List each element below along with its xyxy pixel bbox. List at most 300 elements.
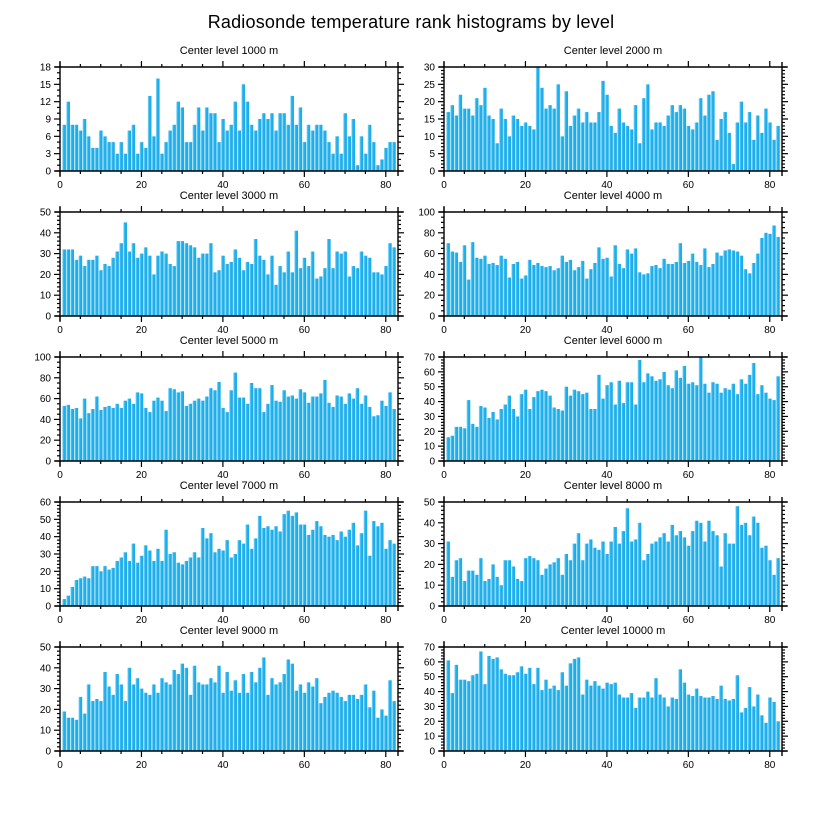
bar [254,538,258,606]
bar [568,663,572,751]
plot-svg [0,494,411,624]
bar [298,525,302,606]
bar [233,102,237,171]
x-tick-label: 40 [217,325,229,334]
bar [467,280,471,316]
bar [581,560,585,606]
bar [180,107,184,171]
bar [107,266,111,316]
bar [319,703,323,751]
bar [266,119,270,171]
y-tick-label: 10 [423,131,435,143]
y-tick-label: 0 [45,456,51,468]
bar [172,552,176,606]
bar [703,116,707,171]
bar [188,245,192,316]
y-tick-label: 40 [423,687,435,699]
bar [319,276,323,316]
bar [331,535,335,606]
bar [772,400,776,461]
bar [581,122,585,171]
bar [241,270,245,316]
bar [479,406,483,461]
bar [556,268,560,316]
bar [601,399,605,461]
bar [540,575,544,606]
bar [744,384,748,461]
bar [605,258,609,316]
bar [495,577,499,606]
bar [140,393,144,461]
x-tick-label: 80 [764,760,776,769]
bar [180,241,184,316]
bar [467,681,471,751]
bar [499,585,503,606]
bar [715,699,719,751]
bar [351,119,355,171]
bar [79,131,83,171]
bar [180,664,184,751]
bar [282,113,286,171]
bar [536,560,540,606]
bar [511,264,515,316]
bar [164,142,168,171]
bar [323,697,327,751]
bar [756,523,760,606]
bar [564,91,568,171]
bar [739,712,743,751]
bar [564,387,568,461]
bar [589,539,593,606]
bar [467,571,471,606]
x-tick-label: 20 [135,470,148,479]
bar [160,154,164,171]
bar [298,684,302,751]
bar [544,569,548,606]
bar [180,391,184,461]
bar [91,409,95,461]
bar [376,718,380,751]
bar [201,131,205,171]
bar [160,252,164,316]
bar [511,675,515,751]
bar [156,398,160,461]
y-tick-label: 0 [429,166,435,178]
panel-title: Center level 1000 m [179,45,279,57]
bar [446,243,450,316]
bar [188,404,192,461]
bar [70,587,74,606]
bar [764,233,768,316]
bar [764,109,768,171]
bar [670,698,674,751]
y-tick-label: 20 [39,435,51,447]
bar [524,122,528,171]
bar [597,686,601,751]
bar [536,391,540,461]
bar [768,122,772,171]
bar [597,550,601,606]
bar [585,680,589,751]
bar [670,388,674,461]
bar [458,95,462,171]
bar [119,408,123,461]
bar [515,119,519,171]
bar [585,279,589,316]
bar [376,272,380,316]
bar [83,266,87,316]
y-tick-label: 70 [423,642,435,654]
histogram-panel [0,189,411,334]
bar [687,261,691,316]
bar [617,381,621,461]
bar [205,538,209,606]
bar [91,260,95,316]
bar [384,266,388,316]
bar [331,407,335,461]
bar [360,695,364,751]
bar [380,274,384,316]
bar [507,136,511,171]
bar [347,276,351,316]
bar [515,672,519,751]
x-tick-label: 20 [135,615,148,624]
bar [335,252,339,316]
x-tick-label: 40 [601,470,613,479]
bar [487,656,491,751]
bar [650,129,654,171]
bar [229,691,233,751]
bar [221,408,225,461]
bar [748,535,752,606]
histogram-panel [411,624,822,769]
bar [123,154,127,171]
bar [577,533,581,606]
plot-svg [411,494,822,624]
bar [568,126,572,171]
x-tick-label: 40 [217,470,229,479]
bar [458,558,462,606]
bar [343,404,347,461]
bar [479,651,483,751]
bar [520,666,524,751]
bar [66,249,70,316]
bar [495,419,499,461]
bar [719,256,723,316]
bar [307,266,311,316]
bar [225,672,229,751]
bar [744,708,748,751]
x-tick-label: 60 [298,325,310,334]
bar [290,272,294,316]
bar [556,558,560,606]
bar [511,566,515,606]
x-tick-label: 20 [135,760,148,769]
histogram-panel [411,334,822,479]
bar [103,136,107,171]
bar [91,566,95,606]
bar [723,699,727,751]
y-tick-label: 80 [39,373,51,385]
bar [585,112,589,171]
bar [148,96,152,171]
bar [491,412,495,461]
bar [764,723,768,751]
bar [95,256,99,316]
y-tick-label: 15 [423,114,435,126]
bar [605,95,609,171]
bar [642,274,646,316]
bar [258,388,262,461]
bar [156,256,160,316]
bar [278,266,282,316]
bar [327,403,331,461]
bar [327,537,331,606]
panel-title: Center level 6000 m [563,335,663,347]
bar [193,552,197,606]
bar [327,142,331,171]
y-tick-label: 9 [45,114,51,126]
bar [727,390,731,461]
y-tick-label: 30 [423,701,435,713]
x-tick-label: 20 [135,180,148,189]
bar [699,696,703,751]
bar [298,107,302,171]
bar [731,164,735,171]
bar [609,542,613,606]
bar [658,122,662,171]
bar [152,274,156,316]
y-tick-label: 40 [423,397,435,409]
x-tick-label: 40 [601,760,613,769]
bar [454,253,458,316]
plot-svg [0,639,411,769]
bar [172,389,176,461]
bar [703,384,707,461]
bar [548,105,552,171]
bar [376,165,380,171]
bar [188,142,192,171]
bar [662,372,666,461]
bar [380,709,384,751]
bar [560,136,564,171]
bar [311,530,315,606]
bar [376,415,380,461]
bar [258,668,262,751]
bar [99,701,103,751]
y-tick-label: 30 [423,411,435,423]
bar [495,265,499,316]
bar [319,526,323,606]
bar [140,254,144,316]
bar [335,136,339,171]
y-tick-label: 60 [423,249,435,261]
bar [670,264,674,316]
bar [544,391,548,461]
bar [140,689,144,751]
bar [487,264,491,316]
bar [213,272,217,316]
bar [91,148,95,171]
bar [776,376,780,461]
histogram-panel [0,479,411,624]
bar [392,247,396,316]
bar [307,535,311,606]
bar [168,264,172,316]
bar [172,266,176,316]
bar [642,382,646,461]
bar [217,666,221,751]
bar [446,660,450,751]
bar [711,531,715,606]
bar [646,373,650,461]
bar [221,551,225,606]
bar [593,122,597,171]
bar [585,544,589,606]
bar [164,254,168,316]
bar [479,558,483,606]
y-tick-label: 10 [423,580,435,592]
bar [682,109,686,171]
y-tick-label: 50 [423,497,435,509]
bar [654,542,658,606]
bar [245,262,249,316]
bar [768,234,772,316]
bar [463,245,467,316]
bar [532,265,536,316]
bar [735,675,739,751]
bar [593,681,597,751]
bar [115,154,119,171]
bar [168,554,172,606]
bar [270,385,274,461]
bar [662,259,666,316]
bar [74,408,78,461]
bar [768,698,772,751]
bar [711,264,715,316]
bar [245,693,249,751]
bar [221,693,225,751]
bar [548,564,552,606]
bar [682,366,686,461]
bar [695,122,699,171]
bar [184,243,188,316]
bar [209,533,213,606]
bar [707,521,711,606]
x-tick-label: 0 [441,470,447,479]
bar [103,566,107,606]
bar [278,531,282,606]
x-tick-label: 0 [57,180,63,189]
y-tick-label: 20 [423,97,435,109]
bar [176,241,180,316]
bar [140,142,144,171]
bar [364,511,368,606]
bar [184,406,188,461]
bar [756,254,760,316]
x-tick-label: 0 [441,180,447,189]
bar [229,390,233,461]
bar [691,696,695,751]
bar [303,142,307,171]
bar [731,250,735,316]
bar [532,684,536,751]
x-tick-label: 60 [682,470,694,479]
bar [323,131,327,171]
bar [609,382,613,461]
bar [503,405,507,461]
bar [237,131,241,171]
y-tick-label: 15 [39,79,51,91]
bar [613,133,617,171]
bar [564,686,568,751]
bar [368,556,372,606]
x-tick-label: 80 [764,325,776,334]
bar [483,581,487,606]
bar [654,265,658,316]
bar [650,698,654,751]
bar [148,256,152,316]
bar [739,256,743,316]
bar [682,263,686,316]
histogram-panel [411,189,822,334]
bar [270,678,274,751]
bar [176,392,180,461]
bar [164,682,168,751]
y-tick-label: 20 [39,566,51,578]
bar [520,581,524,606]
bar [715,384,719,461]
bar [577,267,581,316]
bar [66,102,70,171]
bar [748,687,752,751]
bar [339,254,343,316]
bar [262,528,266,606]
bar [634,708,638,751]
y-tick-label: 40 [423,518,435,530]
y-tick-label: 0 [45,601,51,613]
bar [217,270,221,316]
bar [229,557,233,606]
bar [245,102,249,171]
bar [556,409,560,461]
bar [115,674,119,751]
x-tick-label: 80 [380,325,392,334]
bar [528,260,532,316]
histogram-panel [0,334,411,479]
bar [205,397,209,461]
bar [515,416,519,461]
bar [392,544,396,606]
bar [552,408,556,461]
bar [463,680,467,751]
y-tick-label: 50 [39,207,51,219]
bar [475,98,479,171]
bar [515,262,519,316]
bar [278,402,282,461]
bar [511,116,515,171]
bar [609,276,613,316]
plot-svg [411,59,822,189]
bar [711,382,715,461]
bar [703,248,707,316]
bar [601,542,605,606]
y-tick-label: 0 [429,456,435,468]
bar [625,508,629,606]
bar [188,557,192,606]
bar [450,105,454,171]
bar [552,109,556,171]
